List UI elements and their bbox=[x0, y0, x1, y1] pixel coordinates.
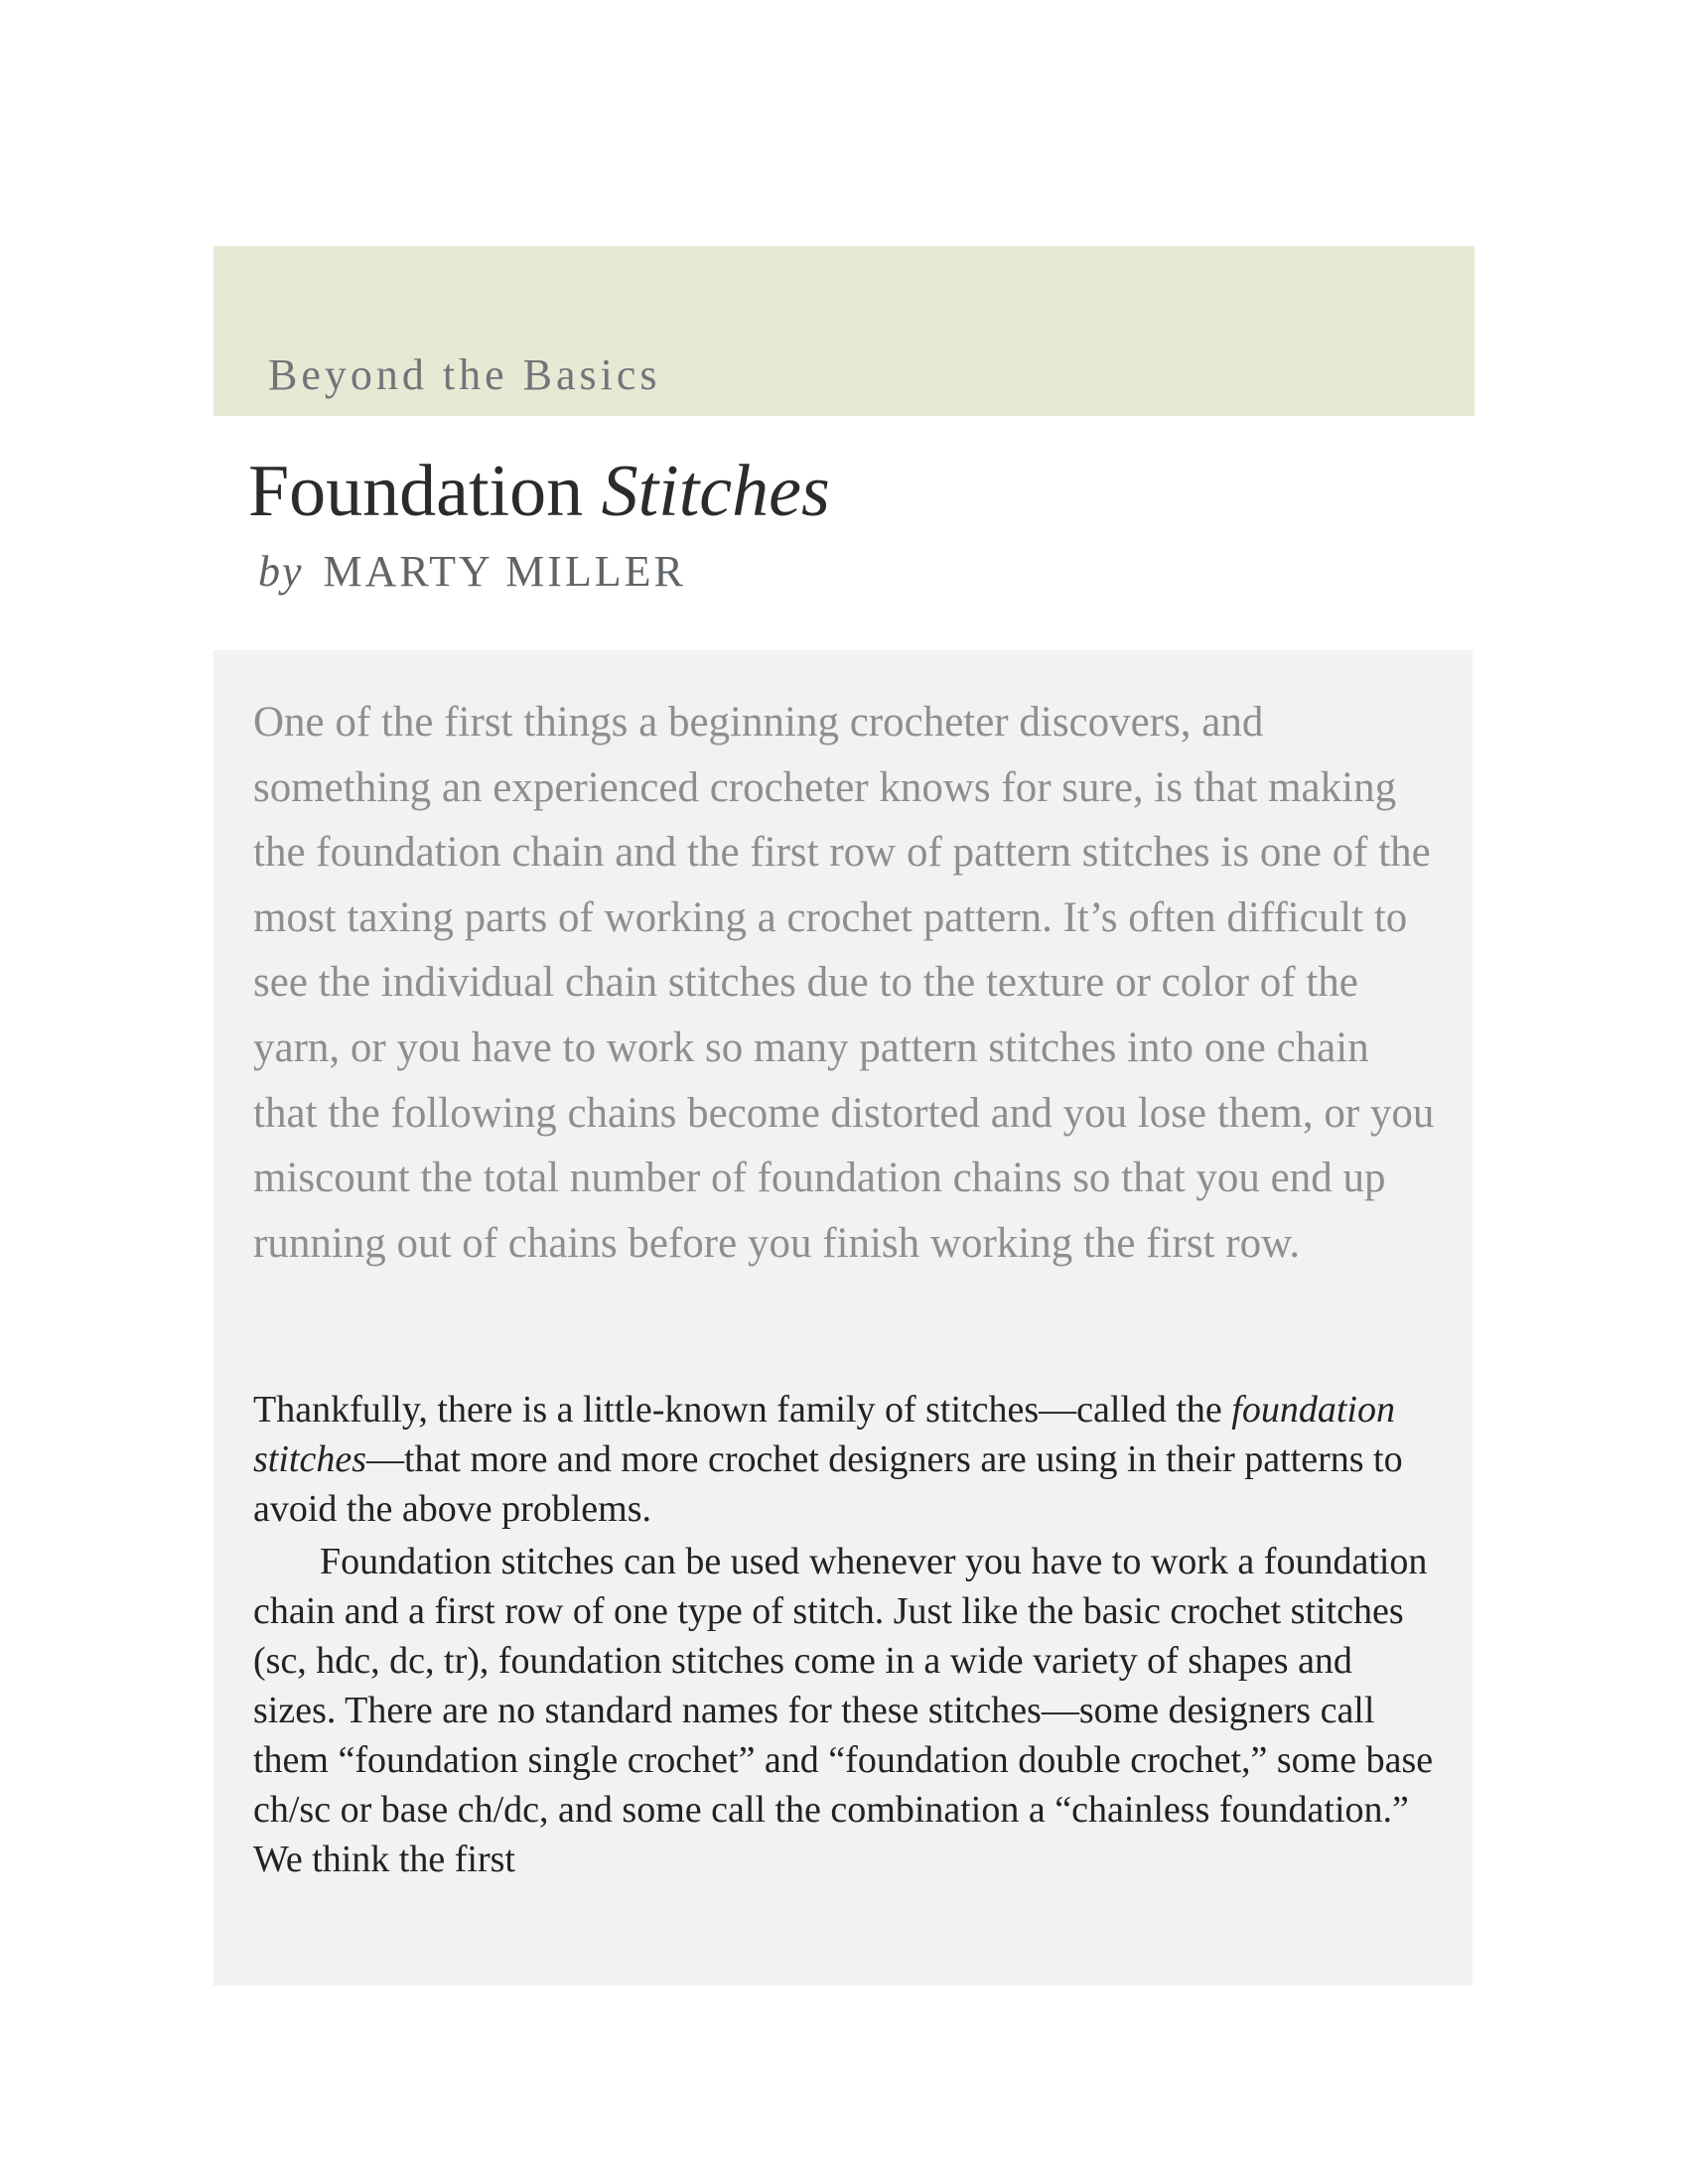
section-label: Beyond the Basics bbox=[268, 350, 661, 399]
body-paragraph-1 bbox=[253, 1385, 1440, 1534]
byline-prefix: by bbox=[258, 547, 304, 596]
body-paragraph-2: Foundation stitches can be used whenever you have to work a foundation chain and a first row of one type of stitch. Just like the basic crochet stitches (sc, hdc, dc, tr), foundation stitches come in a wide variety of shapes and sizes. There are no standard names for these stitches—some designers call them “foundation single crochet” and “foundation double crochet,” some base ch/sc or base ch/dc, and some call the combination a “chainless foundation.” We think the first bbox=[253, 1541, 1434, 1880]
byline bbox=[258, 546, 686, 597]
title-main: Foundation bbox=[248, 451, 584, 532]
para1-end: —that more and more crochet designers are using in their patterns to avoid the above problems. bbox=[253, 1438, 1403, 1530]
para1-emphasis: foundation stitches bbox=[253, 1389, 1395, 1480]
article-body bbox=[253, 1385, 1440, 1884]
article-title bbox=[248, 451, 830, 532]
para1-start: Thankfully, there is a little-known family of stitches—called the bbox=[253, 1389, 1232, 1431]
intro-paragraph: One of the first things a beginning crocheter discovers, and something an experienced crocheter knows for sure, is that making the foundation chain and the first row of pattern stitches is one of the most taxing parts of working a crochet pattern. It’s often difficult to see the individual chain stitches due to the texture or color of the yarn, or you have to work so many pattern stitches into one chain that the following chains become distorted and you lose them, or you miscount the total number of foundation chains so that you end up running out of chains before you finish working the first row. bbox=[253, 699, 1435, 1267]
author-name: MARTY MILLER bbox=[323, 547, 686, 596]
title-italic: Stitches bbox=[601, 451, 830, 532]
